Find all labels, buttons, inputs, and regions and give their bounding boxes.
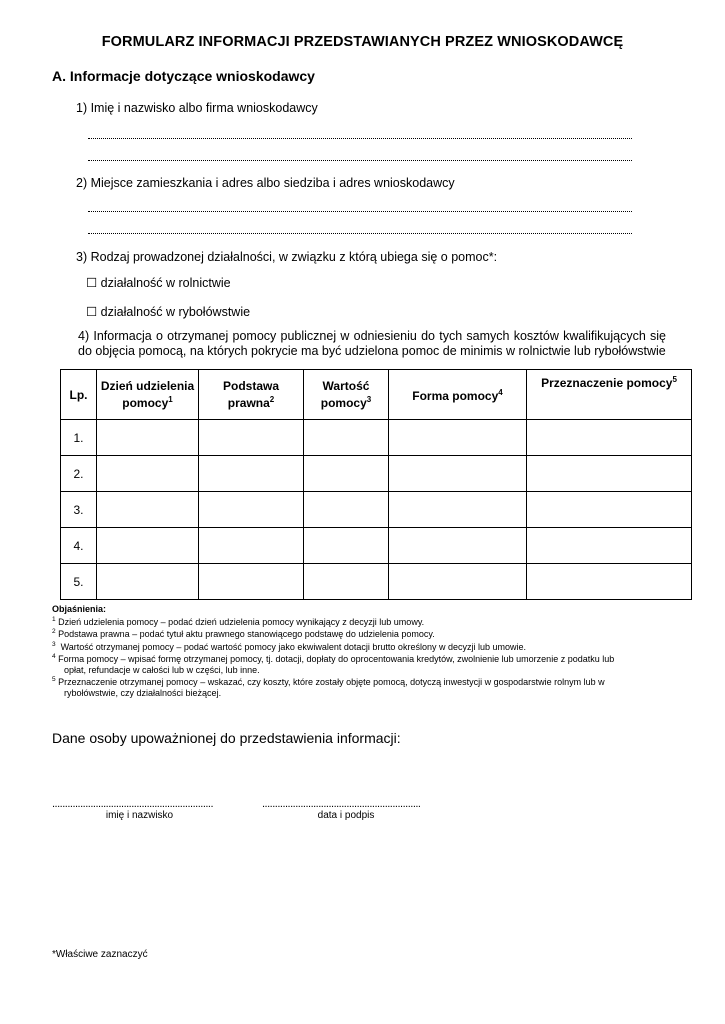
cell-wartosc[interactable] [304, 492, 389, 528]
cell-podstawa[interactable] [199, 564, 304, 600]
explanation-continuation: opłat, refundacje w całości lub w części, lub inne. [64, 664, 260, 675]
question-4-label: 4) Informacja o otrzymanej pomocy publicznej w odniesieniu do tych samych kosztów kwalifikujących się do objęcia pomocą, na których pokrycie ma być udzielona pomoc de minimis w rolnictwie lub rybołówstwie [78, 329, 666, 358]
row-number: 3. [61, 492, 97, 528]
answer-line[interactable] [88, 211, 632, 212]
question-3-label: 3) Rodzaj prowadzonej działalności, w związku z którą ubiega się o pomoc*: [76, 250, 498, 264]
table-row [61, 564, 692, 600]
table-header-row [61, 370, 692, 420]
row-number: 2. [61, 456, 97, 492]
header-przeznaczenie: Przeznaczenie pomocy$^5$ [527, 370, 692, 420]
answer-line[interactable] [88, 138, 632, 139]
cell-wartosc[interactable] [304, 564, 389, 600]
cell-forma[interactable] [389, 456, 527, 492]
cell-forma[interactable] [389, 420, 527, 456]
cell-przeznaczenie[interactable] [527, 564, 692, 600]
cell-podstawa[interactable] [199, 456, 304, 492]
cell-wartosc[interactable] [304, 528, 389, 564]
table-row [61, 492, 692, 528]
cell-dzien[interactable] [97, 420, 199, 456]
authorized-person-heading: Dane osoby upoważnionej do przedstawienia informacji: [52, 730, 401, 746]
table-row [61, 456, 692, 492]
header-podstawa: Podstawa prawna$^2$ [199, 370, 304, 420]
explanation-item: $^5$ Przeznaczenie otrzymanej pomocy – wskazać, czy koszty, które zostały objęte pomocą, dotyczą inwestycji w gospodarstwie rolnym lub w [52, 676, 605, 687]
cell-dzien[interactable] [97, 528, 199, 564]
cell-podstawa[interactable] [199, 420, 304, 456]
cell-forma[interactable] [389, 564, 527, 600]
table-row [61, 528, 692, 564]
form-title: FORMULARZ INFORMACJI PRZEDSTAWIANYCH PRZEZ WNIOSKODAWCĘ [101, 34, 624, 50]
aid-table [60, 369, 692, 600]
cell-przeznaczenie[interactable] [527, 420, 692, 456]
footnote: *Właściwe zaznaczyć [52, 949, 148, 960]
explanation-item: $^1$ Dzień udzielenia pomocy – podać dzień udzielenia pomocy wynikający z decyzji lub umowy. [52, 615, 425, 627]
table-row [61, 420, 692, 456]
question-1-label: 1) Imię i nazwisko albo firma wnioskodawcy [76, 101, 318, 115]
question-2-label: 2) Miejsce zamieszkania i adres albo siedziba i adres wnioskodawcy [76, 176, 455, 190]
name-signature-line[interactable]: ............................................................... [52, 798, 214, 810]
cell-forma[interactable] [389, 492, 527, 528]
cell-dzien[interactable] [97, 492, 199, 528]
header-wartosc: Wartość pomocy$^3$ [304, 370, 389, 420]
date-signature-line[interactable]: .............................................................. [262, 798, 421, 810]
row-number: 5. [61, 564, 97, 600]
answer-line[interactable] [88, 160, 632, 161]
answer-line[interactable] [88, 233, 632, 234]
checkbox-agriculture[interactable]: ☐ działalność w rolnictwie [86, 276, 231, 290]
cell-wartosc[interactable] [304, 420, 389, 456]
section-a-heading: A. Informacje dotyczące wnioskodawcy [52, 68, 315, 84]
cell-wartosc[interactable] [304, 456, 389, 492]
name-label: imię i nazwisko [105, 810, 174, 821]
cell-przeznaczenie[interactable] [527, 528, 692, 564]
checkbox-fisheries[interactable]: ☐ działalność w rybołówstwie [86, 305, 251, 319]
cell-przeznaczenie[interactable] [527, 456, 692, 492]
date-signature-label: data i podpis [317, 810, 375, 821]
cell-przeznaczenie[interactable] [527, 492, 692, 528]
cell-forma[interactable] [389, 528, 527, 564]
header-lp: Lp. [61, 370, 97, 420]
cell-dzien[interactable] [97, 564, 199, 600]
explanations [52, 604, 672, 698]
header-dzien: Dzień udzielenia pomocy$^1$ [97, 370, 199, 420]
row-number: 4. [61, 528, 97, 564]
cell-podstawa[interactable] [199, 492, 304, 528]
cell-dzien[interactable] [97, 456, 199, 492]
explanation-item: $^4$ Forma pomocy – wpisać formę otrzymanej pomocy, tj. dotacji, dopłaty do oprocentowania kredytów, zwolnienie lub umorzenie z podatku lub [52, 653, 615, 664]
explanations-heading: Objaśnienia: [52, 604, 107, 614]
explanation-item: $^3$ Wartość otrzymanej pomocy – podać wartość pomocy jako ekwiwalent dotacji brutto określony w decyzji lub umowie. [52, 640, 526, 652]
row-number: 1. [61, 420, 97, 456]
explanation-item: $^2$ Podstawa prawna – podać tytuł aktu prawnego stanowiącego podstawę do udzielenia pomocy. [52, 628, 435, 639]
explanation-continuation: rybołówstwie, czy działalności bieżącej. [64, 687, 222, 698]
cell-podstawa[interactable] [199, 528, 304, 564]
header-forma: Forma pomocy$^4$ [389, 370, 527, 420]
